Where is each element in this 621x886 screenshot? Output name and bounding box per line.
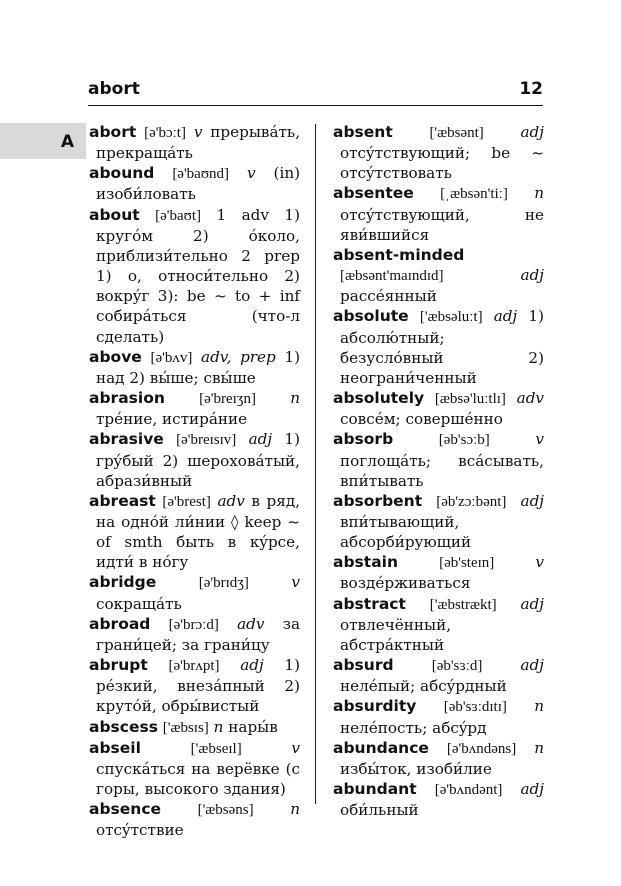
entry-translation: избы́ток, изоби́лие [340,759,492,778]
dictionary-entry [89,205,300,347]
entry-pronunciation: ['æbsəluːt] [419,309,483,326]
entry-pronunciation: [əb'sɜːd] [431,658,483,675]
entry-translation: спускáться на верёвке (с горы, высокого здания) [96,759,300,798]
entry-headword: abseil [89,738,141,757]
entry-part-of-speech: adv, prep [201,347,276,366]
entry-part-of-speech: v [535,553,544,572]
dictionary-entry [89,429,300,490]
entry-pronunciation: [əb'sɔːb] [438,432,490,449]
entry-headword: absorb [333,430,394,449]
entry-translation: совсéм; совершéнно [340,410,503,429]
entry-headword: abstain [333,553,398,572]
entry-part-of-speech: v [291,738,301,757]
entry-part-of-speech: v [193,123,203,141]
left-column [89,122,300,840]
dictionary-entry [89,163,300,204]
right-column [333,122,544,820]
entry-translation: 1) грýбый 2) шерохoвáтый, абрази́вный [96,430,300,490]
entry-pronunciation: [ə'breɪʒn] [199,391,256,408]
header-rule [88,105,543,106]
entry-headword: absurdity [333,697,417,716]
entry-part-of-speech: v [247,164,256,183]
entry-translation: (in) изоби́ловать [96,164,301,204]
entry-part-of-speech: adj [493,307,518,326]
page-number: 12 [519,79,543,99]
entry-pronunciation: [əb'steɪn] [439,555,495,572]
entry-pronunciation: ['æbstrækt] [429,596,497,613]
entry-headword: abrasive [89,430,164,449]
entry-part-of-speech: adj [520,123,544,141]
section-letter: A [60,132,74,152]
entry-translation: трéние, истирáние [96,410,248,429]
entry-part-of-speech: adj [520,594,544,613]
entry-part-of-speech: adv [217,491,245,510]
entry-part-of-speech: n [213,717,224,736]
dictionary-entry [89,799,300,840]
dictionary-entry [89,738,300,799]
dictionary-entry [333,245,544,306]
entry-part-of-speech: n [290,389,300,408]
column-divider [315,124,316,804]
entry-part-of-speech: adj [520,780,544,798]
entry-pronunciation: [æbsə'luːtlɪ] [434,391,506,408]
entry-translation: нелéпость; абсýрд [340,718,487,737]
dictionary-entry [89,717,300,738]
entry-headword: absolutely [333,389,425,408]
dictionary-entry [333,183,544,244]
entry-translation: за грани́цей; за грани́цу [96,614,301,654]
dictionary-entry [333,552,544,593]
entry-translation: поглощáть; всáсывать, впи́тывать [340,451,544,490]
entry-translation: оби́льный [340,801,419,820]
entry-pronunciation: [ˌæbsən'tiː] [440,186,508,203]
dictionary-entry [89,655,300,716]
entry-pronunciation: [æbsənt'maɪndɪd] [340,268,444,285]
entry-headword: abstract [333,594,406,613]
running-header [88,79,543,103]
dictionary-entry [89,388,300,429]
entry-translation: 1) рéзкий, внезáпный 2) крутóй, обры́вистый [96,656,301,716]
entry-headword: absurd [333,656,394,675]
entry-pronunciation: [ə'brɪdʒ] [198,575,249,592]
dictionary-entry [333,491,544,552]
entry-part-of-speech: n [534,738,545,757]
entry-translation: воздéрживаться [340,574,471,593]
entry-translation: нары́в [228,717,278,736]
entry-pronunciation: [ə'baʊnd] [172,166,230,183]
entry-translation: 1 adv 1) кругóм 2) óколо, приблизи́тельно 2 prep 1) о, относи́тельно 2) вокрýг 3): be ~ to + inf собирáться (что-л сделать) [96,205,300,346]
entry-headword: absent-minded [333,245,465,264]
entry-headword: abreast [89,491,156,510]
entry-part-of-speech: adj [520,656,544,675]
entry-headword: abrasion [89,389,165,408]
entry-headword: abundant [333,780,417,798]
entry-part-of-speech: adj [520,266,544,285]
dictionary-entry [333,122,544,183]
entry-translation: 1) абсолю́тный; безуслóвный 2) неограни́ченный [340,307,545,387]
entry-part-of-speech: adv [516,389,545,408]
dictionary-entry [89,491,300,573]
entry-translation: впи́тывающий, абсорби́рующий [340,512,472,552]
dictionary-entry [333,655,544,696]
entry-headword: about [89,205,140,224]
dictionary-entry [333,696,544,737]
entry-headword: abridge [89,573,157,592]
entry-translation: в ряд, на однóй ли́нии ◊ keep ~ of smth быть в кýрсе, идти́ в нóгу [96,491,301,572]
entry-headword: absorbent [333,491,423,510]
dictionary-entry [333,738,544,779]
entry-pronunciation: ['æbsəns] [197,802,254,819]
entry-part-of-speech: n [534,697,545,716]
entry-headword: abrupt [89,656,148,675]
dictionary-entry [89,347,300,388]
dictionary-entry [89,572,300,613]
entry-headword: abound [89,164,155,183]
entry-translation: рассéянный [340,287,437,306]
entry-translation: сокращáть [96,594,182,613]
entry-translation: отсýтствующий; be ~ отсýтствовать [340,144,544,183]
entry-headword: absolute [333,307,409,326]
section-tab [0,123,86,159]
entry-part-of-speech: adj [240,656,264,675]
entry-headword: abroad [89,614,151,633]
dictionary-entry [333,594,544,655]
entry-pronunciation: [ə'brɔːd] [168,616,219,633]
entry-headword: abscess [89,717,158,736]
entry-headword: above [89,347,142,366]
entry-translation: отвлечённый, абстрáктный [340,615,452,654]
entry-pronunciation: ['æbsənt] [429,125,484,141]
dictionary-entry [89,122,300,163]
entry-translation: прерывáть, прекращáть [96,123,301,163]
entry-part-of-speech: adj [248,430,273,449]
entry-headword: absent [333,123,393,141]
entry-pronunciation: [əb'sɜːdɪtɪ] [443,699,507,716]
entry-translation: нелéпый; абсýрдный [340,677,507,696]
dictionary-entry [333,306,544,388]
entry-part-of-speech: adv [237,614,265,633]
running-headword: abort [88,79,140,99]
entry-pronunciation: [ə'bʌv] [150,349,193,366]
entry-part-of-speech: adj [520,491,545,510]
entry-part-of-speech: v [535,430,544,449]
entry-part-of-speech: n [290,800,301,819]
entry-translation: отсýтствие [96,821,184,840]
entry-pronunciation: ['æbseɪl] [190,740,242,757]
dictionary-entry [333,779,544,820]
entry-pronunciation: [ə'baʊt] [155,207,202,224]
entry-headword: absence [89,800,162,819]
entry-headword: absentee [333,184,414,203]
entry-pronunciation: [ə'brʌpt] [168,658,220,675]
dictionary-entry [333,388,544,429]
entry-headword: abundance [333,738,429,757]
entry-pronunciation: [əb'zɔːbənt] [436,493,507,510]
entry-pronunciation: [ə'breɪsɪv] [176,432,237,449]
entry-pronunciation: ['æbsɪs] [162,719,209,736]
entry-pronunciation: [ə'bʌndənt] [434,782,503,798]
entry-pronunciation: [ə'bʌndəns] [446,740,517,757]
entry-pronunciation: [ə'brest] [162,493,211,510]
entry-part-of-speech: v [291,573,301,592]
entry-translation: отсýтствующий, не яви́вшийся [340,205,544,244]
entry-pronunciation: [ə'bɔːt] [144,125,186,141]
entry-translation: 1) над 2) вы́ше; свы́ше [96,347,301,387]
dictionary-entry [333,429,544,490]
entry-part-of-speech: n [534,184,545,203]
dictionary-entry [89,614,300,655]
entry-headword: abort [89,123,137,141]
